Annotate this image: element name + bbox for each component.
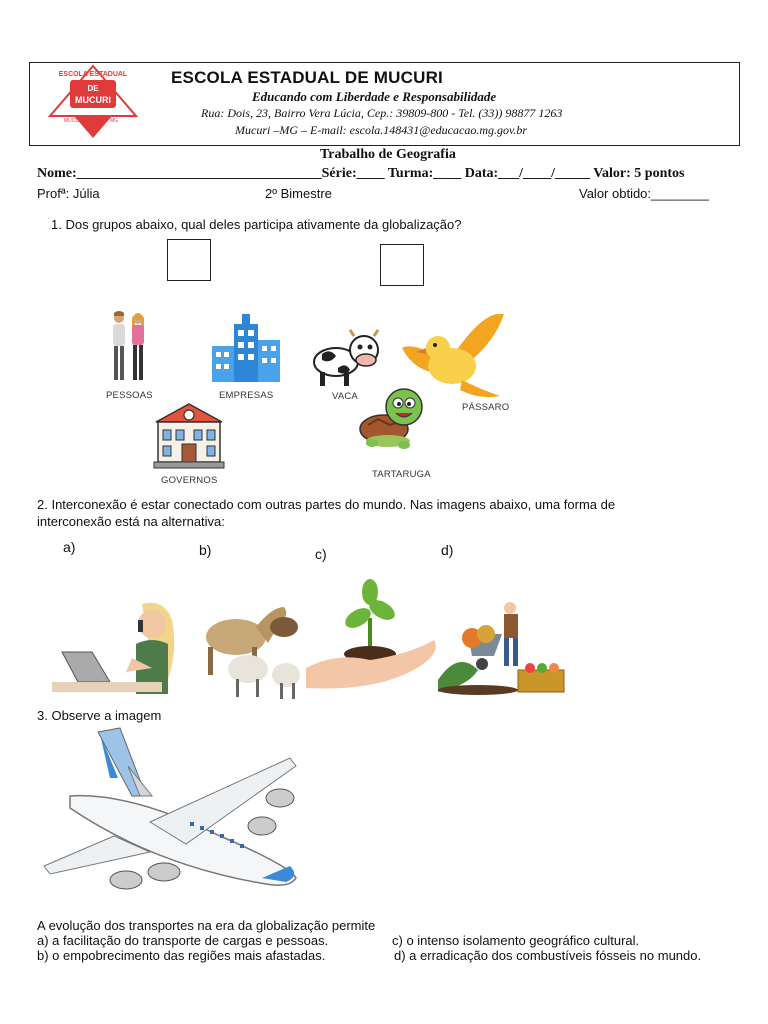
turtle-icon — [358, 385, 430, 451]
farmer-image — [438, 600, 568, 696]
answer-box-1[interactable] — [167, 239, 211, 281]
school-motto: Educando com Liberdade e Responsabilidade — [252, 89, 497, 104]
term-label: 2º Bimestre — [265, 186, 332, 201]
animals-image — [196, 597, 304, 703]
score-field: Valor obtido:________ — [579, 186, 709, 201]
label-companies: EMPRESAS — [219, 390, 274, 401]
buildings-icon — [210, 312, 282, 382]
answer-box-2[interactable] — [380, 244, 424, 286]
hand-plant-image — [306, 578, 436, 696]
label-turtle: TARTARUGA — [372, 469, 431, 480]
logo-mucuri: MUCURI — [75, 95, 111, 105]
school-contact: Mucuri –MG – E-mail: escola.148431@educacao.mg.gov.br — [235, 123, 528, 137]
teacher-name: Profª: Júlia — [37, 186, 100, 201]
label-bird: PÁSSARO — [462, 402, 510, 413]
option-c[interactable]: c) o intenso isolamento geográfico cultural. — [392, 933, 640, 948]
logo-ring-text: ESCOLA ESTADUAL — [58, 71, 128, 78]
logo-bottom-left: MUCURI — [64, 118, 84, 124]
option-c-label: c) — [315, 546, 327, 562]
question-3-statement: A evolução dos transportes na era da globalização permite — [37, 918, 376, 933]
question-1: 1. Dos grupos abaixo, qual deles participa ativamente da globalização? — [51, 217, 462, 232]
label-governments: GOVERNOS — [161, 475, 218, 486]
option-a[interactable]: a) a facilitação do transporte de cargas e pessoas. — [37, 933, 329, 948]
government-building-icon — [152, 400, 226, 470]
woman-laptop-image — [52, 598, 186, 694]
school-address: Rua: Dois, 23, Bairro Vera Lúcia, Cep.: 39809-800 - Tel. (33)) 98877 1263 — [201, 106, 563, 120]
school-logo — [48, 64, 138, 140]
work-title: Trabalho de Geografia — [320, 147, 456, 162]
option-b-label: b) — [199, 542, 212, 558]
student-fields: Nome:___________________________________Série:____ Turma:____ Data:___/____/_____ Valor: 5 pontos — [37, 166, 685, 181]
logo-de: DE — [87, 84, 99, 93]
cow-icon — [310, 328, 380, 388]
label-people: PESSOAS — [106, 390, 153, 401]
option-b[interactable]: b) o empobrecimento das regiões mais afastadas. — [37, 948, 326, 963]
label-cow: VACA — [332, 391, 358, 402]
question-2-line2: interconexão está na alternativa: — [37, 514, 225, 529]
logo-bottom-right: MG — [109, 118, 119, 124]
question-2-line1: 2. Interconexão é estar conectado com outras partes do mundo. Nas imagens abaixo, uma forma de — [37, 497, 616, 512]
option-d[interactable]: d) a erradicação dos combustíveis fósseis no mundo. — [394, 948, 702, 963]
airplane-image — [40, 726, 302, 898]
option-d-label: d) — [441, 542, 454, 558]
school-name: ESCOLA ESTADUAL DE MUCURI — [171, 68, 443, 87]
option-a-label: a) — [63, 539, 76, 555]
question-3: 3. Observe a imagem — [37, 708, 162, 723]
people-icon — [104, 310, 156, 384]
